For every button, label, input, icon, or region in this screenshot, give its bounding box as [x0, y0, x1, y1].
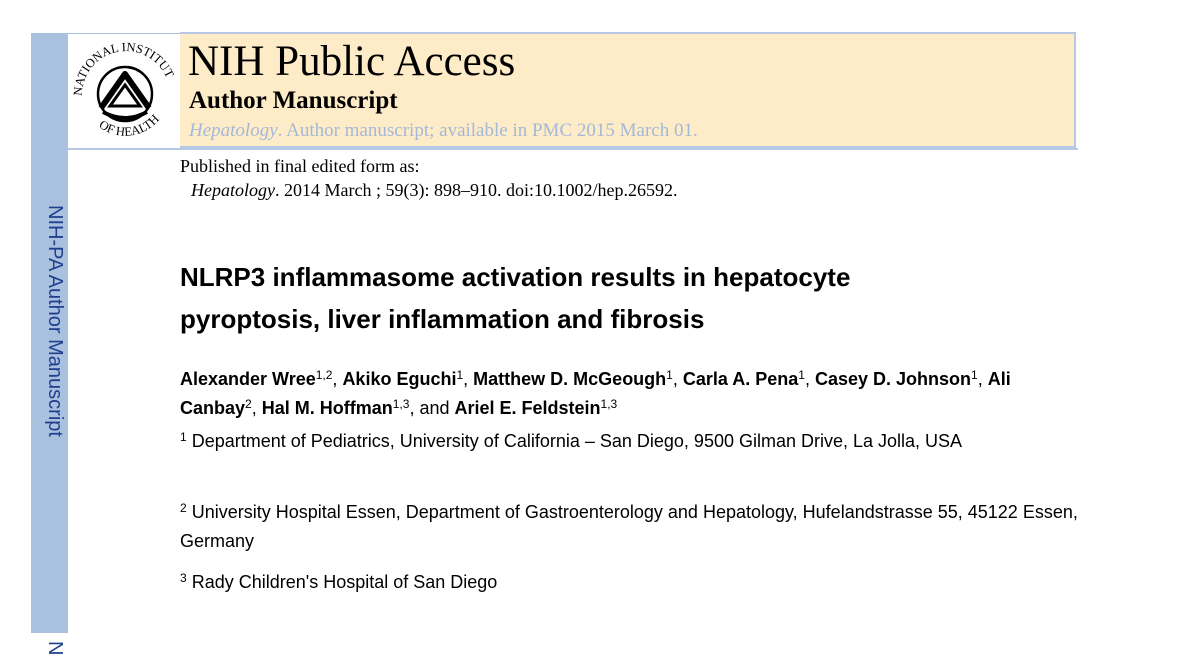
header-divider [68, 148, 1078, 150]
author-separator: , [672, 369, 683, 389]
author-affiliation-marker: 1,3 [392, 397, 410, 411]
availability-text: . Author manuscript; available in PMC 2015 March 01. [277, 120, 698, 141]
author-name: Akiko Eguchi [342, 369, 457, 389]
citation-journal: Hepatology [191, 180, 275, 200]
logo-top-text: NATIONAL INSTITUT [70, 39, 177, 97]
affiliation-text: Rady Children's Hospital of San Diego [191, 572, 498, 592]
article-title-line-1: NLRP3 inflammasome activation results in hepatocyte [180, 262, 851, 292]
logo-bottom-text: OF HEALTH [96, 111, 162, 139]
affiliation-number: 3 [180, 571, 187, 585]
author-affiliation-marker: 1 [456, 368, 464, 382]
author-affiliation-marker: 1 [971, 368, 978, 382]
author-separator: , and [409, 398, 455, 418]
availability-journal: Hepatology [189, 120, 278, 141]
author-name: Alexander Wree [180, 369, 316, 389]
affiliation-text: University Hospital Essen, Department of Gastroenterology and Hepatology, Hufelandstrasse 55, 45122 Essen, Germany [180, 502, 1078, 551]
affiliation-2 [180, 498, 1080, 556]
affiliation-number: 1 [180, 430, 187, 444]
article-title [180, 256, 1080, 340]
affiliation-text: Department of Pediatrics, University of California – San Diego, 9500 Gilman Drive, La Jolla, USA [191, 431, 963, 451]
author-affiliation-marker: 1,3 [600, 397, 618, 411]
affiliation-1 [180, 427, 1080, 456]
author-separator: , [251, 398, 262, 418]
article-title-line-2: pyroptosis, liver inflammation and fibrosis [180, 304, 705, 334]
author-name: Ariel E. Feldstein [454, 398, 601, 418]
author-name: Matthew D. McGeough [473, 369, 667, 389]
author-affiliation-marker: 1,2 [315, 368, 333, 382]
banner-subtitle: Author Manuscript [189, 87, 398, 114]
author-name: Carla A. Pena [682, 369, 799, 389]
nih-logo-icon [68, 34, 180, 149]
author-list [180, 365, 1080, 423]
author-affiliation-marker: 2 [245, 397, 252, 411]
author-separator: , [463, 369, 474, 389]
sidebar-label-repeat: N [44, 641, 66, 655]
author-separator: , [332, 369, 343, 389]
availability-note [189, 120, 698, 142]
published-label: Published in final edited form as: [180, 156, 420, 176]
nih-public-access-banner [180, 32, 1076, 148]
banner-title: NIH Public Access [188, 38, 516, 85]
affiliation-number: 2 [180, 501, 187, 515]
published-citation [191, 180, 677, 201]
author-separator: , [804, 369, 815, 389]
sidebar-label: NIH-PA Author Manuscript [44, 205, 66, 437]
author-affiliation-marker: 1 [798, 368, 805, 382]
author-name: Casey D. Johnson [814, 369, 972, 389]
author-affiliation-marker: 1 [666, 368, 673, 382]
author-separator: , [977, 369, 988, 389]
author-name: Ali Canbay [180, 369, 1011, 418]
sidebar [31, 33, 68, 655]
citation-details: . 2014 March ; 59(3): 898–910. doi:10.1002/hep.26592. [274, 180, 678, 200]
affiliation-3 [180, 568, 1080, 597]
nih-logo [68, 33, 180, 149]
author-name: Hal M. Hoffman [261, 398, 393, 418]
